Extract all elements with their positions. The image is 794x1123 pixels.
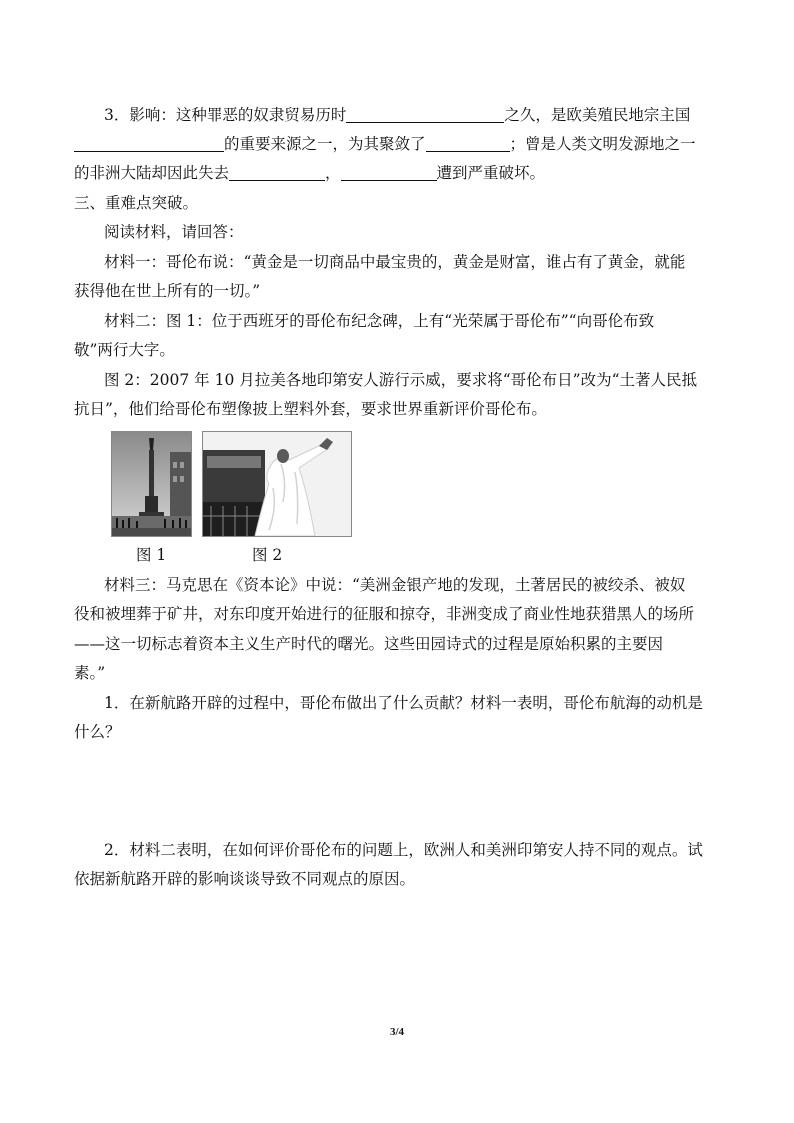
question1-line-2: 什么？ — [74, 723, 121, 741]
section-title: 三、重难点突破。 — [74, 194, 199, 212]
influence-text-5: 的非洲大陆却因此失去 — [74, 164, 230, 182]
material1-line-2: 获得他在世上所有的一切。” — [74, 282, 261, 300]
material1-line-1: 材料一：哥伦布说：“黄金是一切商品中最宝贵的，黄金是财富，谁占有了黄金，就能 — [104, 253, 686, 271]
question2-line-1: 2．材料二表明，在如何评价哥伦布的问题上，欧洲人和美洲印第安人持不同的观点。试 — [104, 841, 703, 859]
fill-blank-1[interactable] — [346, 106, 504, 123]
protest-statue-photo — [202, 431, 352, 537]
columbus-monument-photo — [111, 431, 192, 537]
influence-line-3 — [74, 162, 545, 184]
material2-line-2: 敬”两行大字。 — [74, 341, 175, 359]
figure1-caption: 图 1 — [136, 546, 167, 564]
question1-line-1: 1．在新航路开辟的过程中，哥伦布做出了什么贡献？材料一表明，哥伦布航海的动机是 — [104, 694, 703, 712]
page-number: 3/4 — [389, 1026, 405, 1038]
material3-line-3: ——这一切标志着资本主义生产时代的曙光。这些田园诗式的过程是原始积累的主要因 — [74, 635, 664, 653]
influence-text-3: 的重要来源之一，为其聚敛了 — [224, 135, 426, 153]
fill-blank-5[interactable] — [341, 164, 437, 181]
influence-comma: ， — [325, 164, 341, 182]
material3-line-1: 材料三：马克思在《资本论》中说：“美洲金银产地的发现，土著居民的被绞杀、被奴 — [104, 576, 686, 594]
fill-blank-3[interactable] — [426, 135, 510, 152]
fill-blank-4[interactable] — [229, 164, 325, 181]
influence-line-2 — [74, 133, 696, 155]
material3-line-2: 役和被埋葬于矿井，对东印度开始进行的征服和掠夺，非洲变成了商业性地获猎黑人的场所 — [74, 605, 695, 623]
figure2-caption: 图 2 — [252, 546, 283, 564]
material2-fig2-line-1: 图 2：2007 年 10 月拉美各地印第安人游行示威，要求将“哥伦布日”改为“土著人民抵 — [104, 371, 698, 389]
material2-line-1: 材料二：图 1：位于西班牙的哥伦布纪念碑，上有“光荣属于哥伦布”“向哥伦布致 — [104, 312, 655, 330]
material2-fig2-line-2: 抗日”，他们给哥伦布塑像披上塑料外套，要求世界重新评价哥伦布。 — [74, 400, 547, 418]
influence-text-2: 之久，是欧美殖民地宗主国 — [504, 106, 691, 124]
influence-line-1 — [104, 104, 690, 126]
question2-line-2: 依据新航路开辟的影响谈谈导致不同观点的原因。 — [74, 870, 416, 888]
influence-label: 3．影响：这种罪恶的奴隶贸易历时 — [104, 106, 347, 124]
influence-text-6: 遭到严重破坏。 — [436, 164, 546, 182]
fill-blank-2[interactable] — [74, 135, 224, 152]
section-intro: 阅读材料，请回答： — [104, 223, 244, 241]
influence-text-4: ；曾是人类文明发源地之一 — [509, 135, 696, 153]
material3-line-4: 素。” — [74, 664, 106, 682]
